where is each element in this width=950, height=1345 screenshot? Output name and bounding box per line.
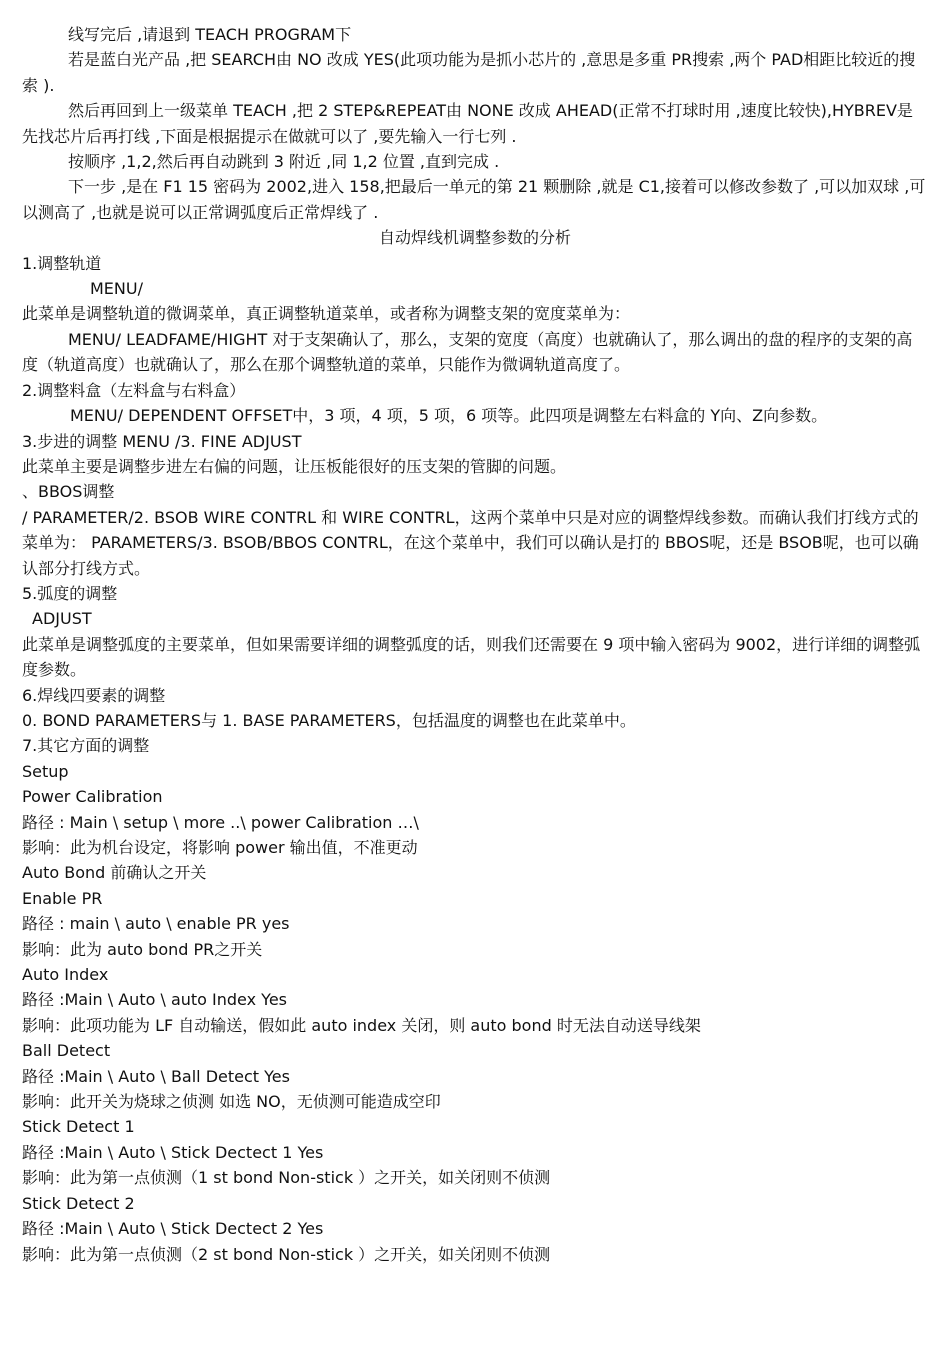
- paragraph-step-repeat: 然后再回到上一级菜单 TEACH ,把 2 STEP&REPEAT由 NONE 改成 AHEAD(正常不打球时用 ,速度比较快),HYBREV是先找芯片后再打线 ,下面是根据提示在做就可以了 ,要先输入一行七列 .: [22, 101, 913, 146]
- heading-loop-adjust: 5.弧度的调整: [22, 583, 118, 603]
- effect-stick-detect-1: 影响：此为第一点侦测（1 st bond Non-stick ）之开关，如关闭则不侦测: [22, 1168, 551, 1188]
- effect-auto-index: 影响：此项功能为 LF 自动输送，假如此 auto index 关闭，则 auto bond 时无法自动送导线架: [22, 1015, 701, 1035]
- paragraph-track-menu: 此菜单是调整轨道的微调菜单，真正调整轨道菜单，或者称为调整支架的宽度菜单为：: [22, 304, 631, 324]
- item-enable-pr: Enable PR: [22, 888, 103, 908]
- heading-track-adjust: 1.调整轨道: [22, 253, 102, 273]
- paragraph-step-menu: 此菜单主要是调整步进左右偏的问题，让压板能很好的压支架的管脚的问题。: [22, 456, 567, 476]
- paragraph-loop-menu: 此菜单是调整弧度的主要菜单，但如果需要详细的调整弧度的话，则我们还需要在 9 项中输入密码为 9002，进行详细的调整弧度参数。: [22, 634, 921, 680]
- menu-path-line: MENU/: [90, 279, 143, 299]
- heading-other-adjust: 7.其它方面的调整: [22, 736, 150, 756]
- paragraph-search: 若是蓝白光产品 ,把 SEARCH由 NO 改成 YES(此项功能为是抓小芯片的 ,意思是多重 PR搜索 ,两个 PAD相距比较近的搜索 ).: [22, 50, 916, 95]
- effect-enable-pr: 影响：此为 auto bond PR之开关: [22, 939, 263, 959]
- path-stick-detect-2: 路径 :Main \ Auto \ Stick Dectect 2 Yes: [22, 1219, 324, 1239]
- item-stick-detect-1: Stick Detect 1: [22, 1117, 135, 1137]
- item-ball-detect: Ball Detect: [22, 1041, 111, 1061]
- path-enable-pr: 路径 : main \ auto \ enable PR yes: [22, 914, 290, 934]
- path-auto-index: 路径 :Main \ Auto \ auto Index Yes: [22, 990, 288, 1010]
- paragraph-dependent-offset: MENU/ DEPENDENT OFFSET中，3 项，4 项，5 项，6 项等。此四项是调整左右料盒的 Y向、Z向参数。: [70, 406, 828, 426]
- effect-power-calibration: 影响：此为机台设定，将影响 power 输出值，不准更动: [22, 838, 418, 857]
- path-power-calibration: 路径 : Main \ setup \ more ..\ power Calibration …\: [22, 812, 419, 832]
- heading-bbos-adjust: 、BBOS调整: [22, 482, 115, 502]
- paragraph-teach-program: 线写完后 ,请退到 TEACH PROGRAM下: [68, 25, 352, 44]
- heading-bond-elements: 6.焊线四要素的调整: [22, 685, 166, 705]
- paragraph-bsob-wire-control: / PARAMETER/2. BSOB WIRE CONTRL 和 WIRE CONTRL，这两个菜单中只是对应的调整焊线参数。而确认我们打线方式的菜单为： PARAMETERS/3. BSOB/BBOS CONTRL，在这个菜单中，我们可以确认是打的 BBOS呢，还是 BSOB呢，也可以确认部分打线方式。: [22, 507, 919, 578]
- item-stick-detect-2: Stick Detect 2: [22, 1193, 135, 1213]
- effect-stick-detect-2: 影响：此为第一点侦测（2 st bond Non-stick ）之开关，如关闭则不侦测: [22, 1244, 551, 1264]
- menu-adjust-line: ADJUST: [32, 609, 92, 629]
- heading-magazine-adjust: 2.调整料盒（左料盒与右料盒）: [22, 380, 246, 400]
- effect-ball-detect: 影响：此开关为烧球之侦测 如选 NO，无侦测可能造成空印: [22, 1092, 441, 1112]
- document-body: [22, 22, 928, 1267]
- path-ball-detect: 路径 :Main \ Auto \ Ball Detect Yes: [22, 1066, 290, 1086]
- paragraph-next-step: 下一步 ,是在 F1 15 密码为 2002,进入 158,把最后一单元的第 21 颗删除 ,就是 C1,接着可以修改参数了 ,可以加双球 ,可以测高了 ,也就是说可以正常调弧度后正常焊线了 .: [22, 177, 926, 222]
- path-stick-detect-1: 路径 :Main \ Auto \ Stick Dectect 1 Yes: [22, 1142, 324, 1162]
- heading-step-adjust: 3.步进的调整 MENU /3. FINE ADJUST: [22, 431, 302, 451]
- section-title: 自动焊线机调整参数的分析: [378, 228, 571, 248]
- item-setup: Setup: [22, 761, 69, 781]
- item-power-calibration: Power Calibration: [22, 787, 163, 807]
- item-auto-bond: Auto Bond 前确认之开关: [22, 863, 207, 883]
- paragraph-bond-parameters: 0. BOND PARAMETERS与 1. BASE PARAMETERS，包括温度的调整也在此菜单中。: [22, 710, 636, 730]
- item-auto-index: Auto Index: [22, 965, 109, 985]
- paragraph-sequence: 按顺序 ,1,2,然后再自动跳到 3 附近 ,同 1,2 位置 ,直到完成 .: [68, 152, 500, 172]
- paragraph-leadframe-height: MENU/ LEADFAME/HIGHT 对于支架确认了，那么，支架的宽度（高度）也就确认了，那么调出的盘的程序的支架的高度（轨道高度）也就确认了，那么在那个调整轨道的菜单，只能作为微调轨道高度了。: [22, 329, 913, 375]
